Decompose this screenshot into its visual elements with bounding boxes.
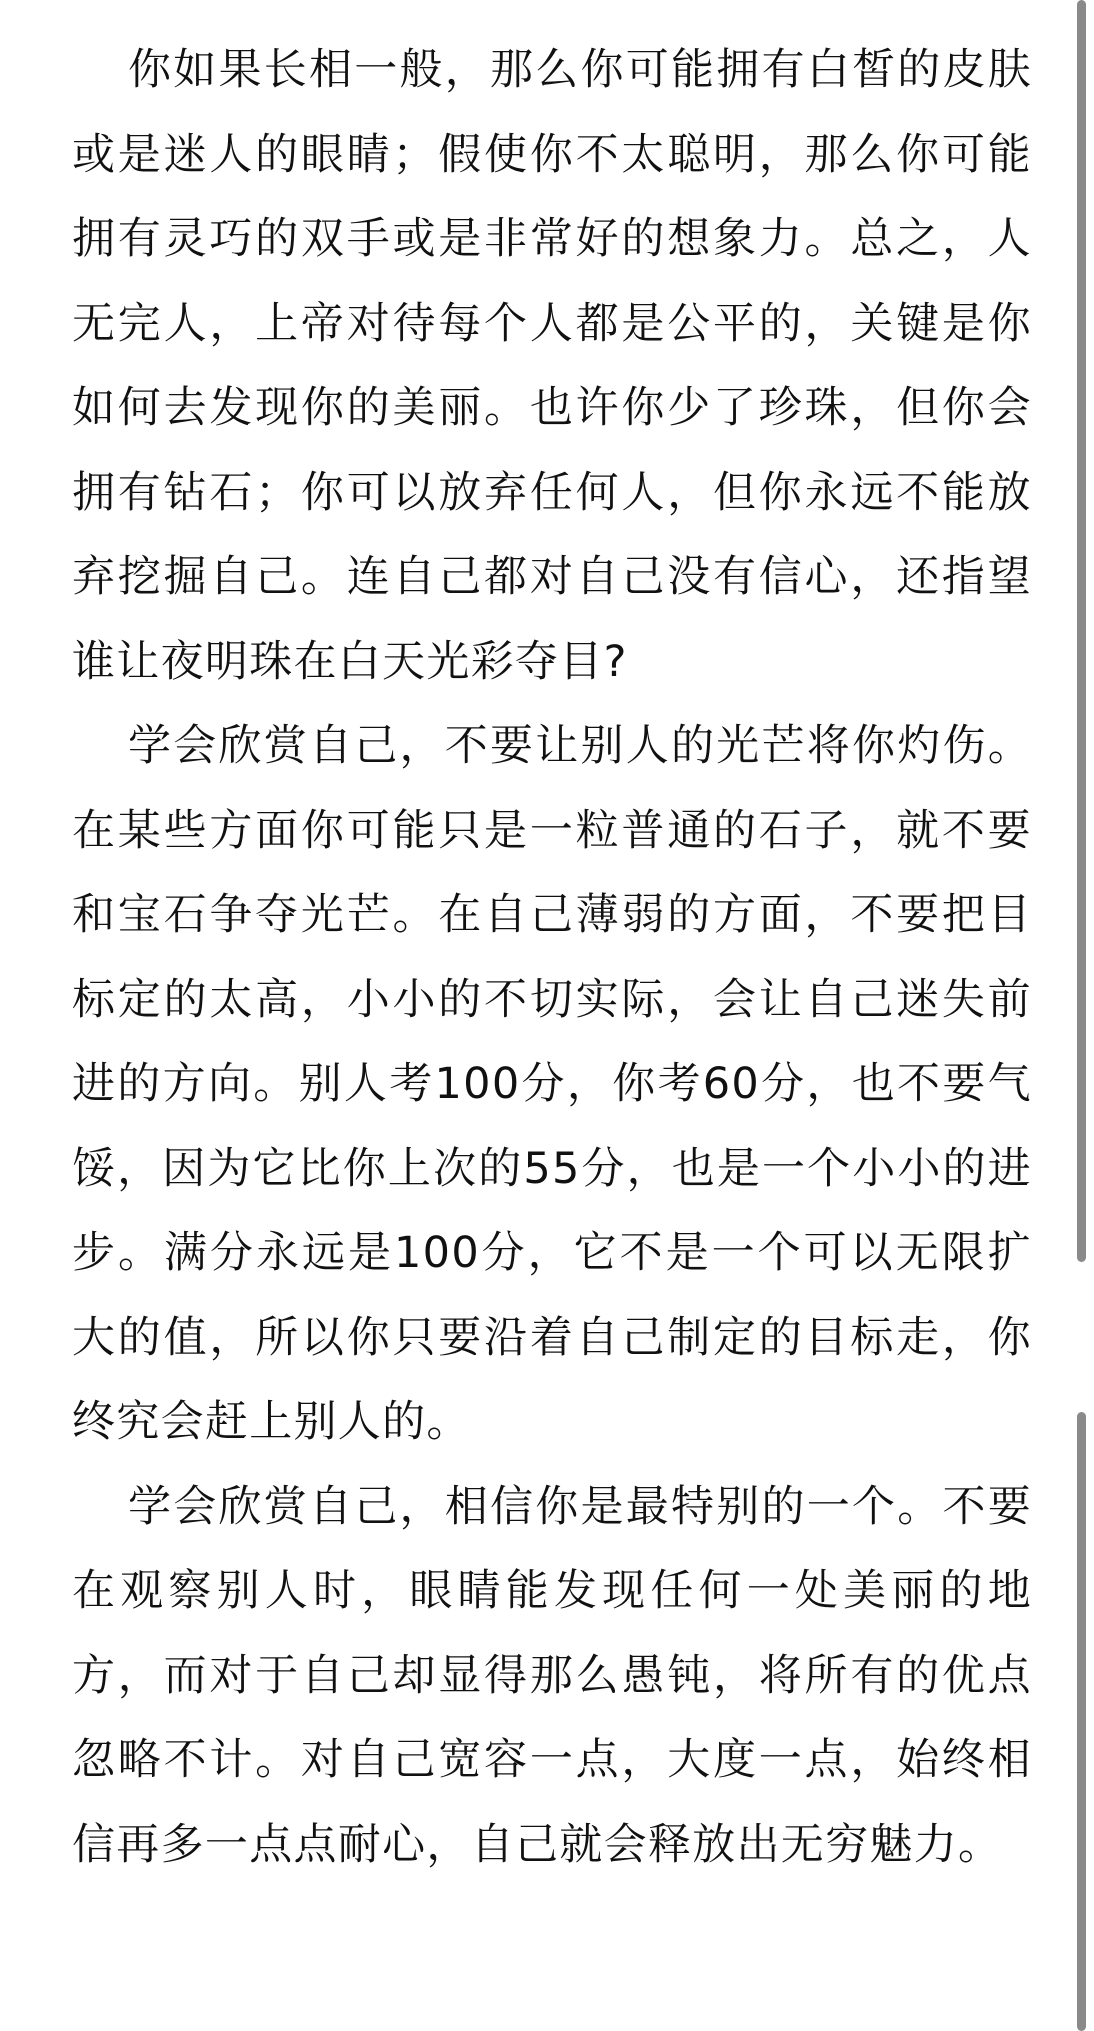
scrollbar[interactable]	[1072, 0, 1094, 2031]
paragraph-1: 你如果长相一般，那么你可能拥有白皙的皮肤或是迷人的眼睛；假使你不太聪明，那么你可能拥有灵巧的双手或是非常好的想象力。总之，人无完人，上帝对待每个人都是公平的，关键是你如何去发现你的美丽。也许你少了珍珠，但你会拥有钻石；你可以放弃任何人，但你永远不能放弃挖掘自己。连自己都对自己没有信心，还指望谁让夜明珠在白天光彩夺目?	[72, 45, 1032, 687]
scrollbar-thumb-bottom[interactable]	[1077, 1412, 1086, 2031]
paragraph-2: 学会欣赏自己，不要让别人的光芒将你灼伤。在某些方面你可能只是一粒普通的石子，就不要和宝石争夺光芒。在自己薄弱的方面，不要把目标定的太高，小小的不切实际，会让自己迷失前进的方向。别人考100分，你考60分，也不要气馁，因为它比你上次的55分，也是一个小小的进步。满分永远是100分，它不是一个可以无限扩大的值，所以你只要沿着自己制定的目标走，你终究会赶上别人的。	[72, 721, 1032, 1447]
paragraph-3: 学会欣赏自己，相信你是最特别的一个。不要在观察别人时，眼睛能发现任何一处美丽的地方，而对于自己却显得那么愚钝，将所有的优点忽略不计。对自己宽容一点，大度一点，始终相信再多一点点耐心，自己就会释放出无穷魅力。	[72, 1481, 1032, 1870]
scrollbar-thumb-top[interactable]	[1077, 0, 1086, 1262]
article-body	[72, 28, 1032, 1887]
